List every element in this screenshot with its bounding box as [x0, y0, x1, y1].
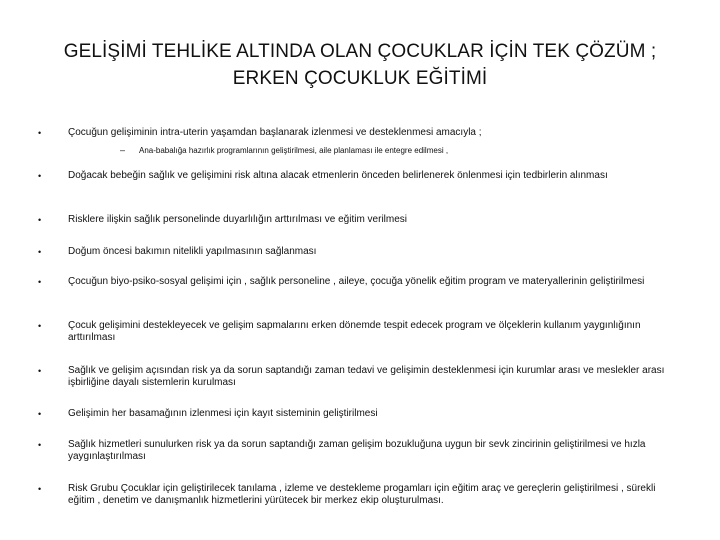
- bullet-text: Çocuk gelişimini destekleyecek ve gelişim sapmalarını erken dönemde tespit edecek program ve ölçeklerin kullanım yaygınlığının arttırılması: [68, 320, 641, 343]
- bullet-text: Sağlık hizmetleri sunulurken risk ya da sorun saptandığı zaman gelişim bozukluğuna uygun bir sevk zincirinin geliştirilmesi ve hızla yaygınlaştırılması: [68, 439, 646, 462]
- bullet-marker: •: [38, 171, 42, 181]
- bullet-marker: •: [38, 366, 42, 376]
- title-line-2: ERKEN ÇOCUKLUK EĞİTİMİ: [232, 68, 488, 89]
- bullet-text: Risklere ilişkin sağlık personelinde duyarlılığın arttırılması ve eğitim verilmesi: [68, 214, 408, 225]
- bullet-text: Risk Grubu Çocuklar için geliştirilecek tanılama , izleme ve destekleme progamları için eğitim araç ve gereçlerin geliştirilmesi , sürekli eğitim , denetim ve danışmanlık hizmetlerini yürütecek bir merkez ekip oluşturulması.: [68, 483, 656, 506]
- bullet-marker: •: [38, 484, 42, 494]
- bullet-marker: •: [38, 247, 42, 257]
- bullet-marker: •: [38, 409, 42, 419]
- sub-bullet-marker: –: [120, 145, 126, 155]
- bullet-text: Sağlık ve gelişim açısından risk ya da sorun saptandığı zaman tedavi ve gelişimin desteklenmesi için kurumlar arası ve meslekler arası işbirliğine dayalı sistemlerin kurulması: [68, 365, 665, 388]
- bullet-marker: •: [38, 128, 42, 138]
- slide-title: [40, 38, 680, 92]
- bullet-text: Doğacak bebeğin sağlık ve gelişimini risk altına alacak etmenlerin önceden belirlenerek önlenmesi için tedbirlerin alınması: [68, 170, 608, 181]
- bullet-text: Çocuğun biyo-psiko-sosyal gelişimi için , sağlık personeline , aileye, çocuğa yönelik eğitim program ve materyallerinin geliştirilmesi: [68, 276, 645, 287]
- bullet-marker: •: [38, 440, 42, 450]
- bullet-text: Doğum öncesi bakımın nitelikli yapılmasının sağlanması: [68, 246, 317, 257]
- bullet-marker: •: [38, 277, 42, 287]
- title-line-1: GELİŞİMİ TEHLİKE ALTINDA OLAN ÇOCUKLAR İÇİN TEK ÇÖZÜM ;: [63, 41, 657, 62]
- bullet-text: Gelişimin her basamağının izlenmesi için kayıt sisteminin geliştirilmesi: [68, 408, 378, 419]
- sub-bullet-text: Ana-babalığa hazırlık programlarının geliştirilmesi, aile planlaması ile entegre edilmesi ,: [139, 146, 449, 155]
- bullet-marker: •: [38, 321, 42, 331]
- bullet-marker: •: [38, 215, 42, 225]
- bullet-text: Çocuğun gelişiminin intra-uterin yaşamdan başlanarak izlenmesi ve desteklenmesi amacıyla ;: [68, 127, 482, 138]
